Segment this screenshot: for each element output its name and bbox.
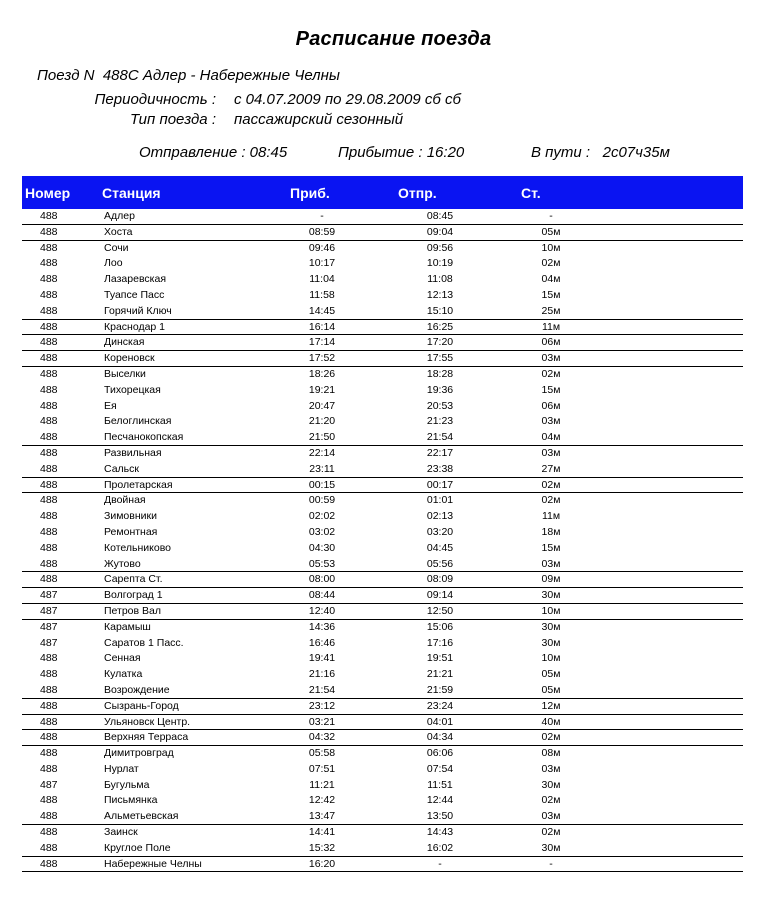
cell-station: Нурлат bbox=[104, 762, 139, 775]
cell-station: Пролетарская bbox=[104, 478, 173, 491]
cell-station: Выселки bbox=[104, 367, 146, 380]
cell-stop-duration: 11м bbox=[541, 320, 561, 333]
cell-station: Петров Вал bbox=[104, 604, 161, 617]
cell-departure: 10:19 bbox=[426, 257, 454, 270]
cell-departure: 11:51 bbox=[427, 778, 453, 791]
cell-departure: 00:17 bbox=[426, 478, 454, 491]
cell-train-number: 488 bbox=[40, 367, 58, 380]
table-row bbox=[22, 825, 743, 841]
cell-departure: 14:43 bbox=[426, 826, 454, 839]
table-row bbox=[22, 478, 743, 494]
cell-arrival: 12:42 bbox=[308, 794, 336, 807]
table-row bbox=[22, 493, 743, 509]
cell-stop-duration: 05м bbox=[541, 225, 561, 238]
table-row bbox=[22, 841, 743, 857]
cell-station: Сенная bbox=[104, 652, 141, 665]
cell-train-number: 488 bbox=[40, 431, 58, 444]
cell-stop-duration: 11м bbox=[541, 510, 561, 523]
cell-departure: 21:59 bbox=[426, 683, 454, 696]
cell-train-number: 488 bbox=[40, 841, 58, 854]
table-row bbox=[22, 667, 743, 683]
cell-arrival: 13:47 bbox=[308, 810, 336, 823]
cell-station: Письмянка bbox=[104, 794, 158, 807]
cell-stop-duration: 02м bbox=[541, 494, 561, 507]
cell-station: Котельниково bbox=[104, 541, 172, 554]
cell-train-number: 488 bbox=[40, 241, 58, 254]
cell-train-number: 488 bbox=[40, 462, 58, 475]
cell-departure: 23:24 bbox=[426, 699, 454, 712]
cell-train-number: 488 bbox=[40, 525, 58, 538]
cell-stop-duration: 06м bbox=[541, 399, 561, 412]
cell-arrival: 17:14 bbox=[308, 336, 336, 349]
cell-departure: 15:10 bbox=[426, 304, 454, 317]
cell-stop-duration: 27м bbox=[541, 462, 561, 475]
cell-train-number: 488 bbox=[40, 478, 58, 491]
cell-stop-duration: 15м bbox=[541, 541, 561, 554]
cell-stop-duration: 02м bbox=[541, 367, 561, 380]
cell-train-number: 488 bbox=[40, 352, 58, 365]
cell-train-number: 488 bbox=[40, 715, 58, 728]
table-header bbox=[22, 176, 743, 209]
cell-train-number: 488 bbox=[40, 810, 58, 823]
cell-departure: 04:45 bbox=[426, 541, 454, 554]
cell-train-number: 487 bbox=[40, 636, 58, 649]
table-row bbox=[22, 304, 743, 320]
cell-arrival: 11:21 bbox=[309, 778, 335, 791]
cell-station: Возрождение bbox=[104, 683, 170, 696]
cell-arrival: 16:20 bbox=[308, 857, 336, 870]
cell-departure: 12:50 bbox=[426, 604, 454, 617]
cell-train-number: 488 bbox=[40, 652, 58, 665]
cell-departure: 19:36 bbox=[426, 383, 454, 396]
cell-departure: 17:20 bbox=[426, 336, 454, 349]
cell-station: Песчанокопская bbox=[104, 431, 184, 444]
cell-train-number: 488 bbox=[40, 794, 58, 807]
cell-departure: 18:28 bbox=[426, 367, 454, 380]
cell-arrival: 09:46 bbox=[308, 241, 336, 254]
table-row bbox=[22, 399, 743, 415]
cell-stop-duration: 03м bbox=[541, 810, 561, 823]
table-row bbox=[22, 778, 743, 794]
cell-departure: 06:06 bbox=[426, 747, 454, 760]
cell-stop-duration: 30м bbox=[541, 636, 561, 649]
cell-departure: 01:01 bbox=[426, 494, 454, 507]
cell-station: Краснодар 1 bbox=[104, 320, 166, 333]
cell-arrival: 07:51 bbox=[308, 762, 336, 775]
table-row bbox=[22, 225, 743, 241]
cell-train-number: 488 bbox=[40, 557, 58, 570]
cell-stop-duration: 30м bbox=[541, 778, 561, 791]
cell-train-number: 488 bbox=[40, 304, 58, 317]
cell-train-number: 488 bbox=[40, 731, 58, 744]
cell-stop-duration: 10м bbox=[541, 241, 561, 254]
cell-departure: 13:50 bbox=[426, 810, 454, 823]
cell-stop-duration: 09м bbox=[541, 573, 561, 586]
table-row bbox=[22, 272, 743, 288]
cell-departure: 21:54 bbox=[426, 431, 454, 444]
cell-train-number: 488 bbox=[40, 210, 58, 222]
cell-stop-duration: 40м bbox=[541, 715, 561, 728]
table-row bbox=[22, 572, 743, 588]
cell-stop-duration: 02м bbox=[541, 826, 561, 839]
cell-train-number: 488 bbox=[40, 762, 58, 775]
table-row bbox=[22, 414, 743, 430]
cell-arrival: 12:40 bbox=[308, 604, 336, 617]
cell-train-number: 488 bbox=[40, 747, 58, 760]
train-value: 488С Адлер - Набережные Челны bbox=[102, 67, 340, 84]
cell-stop-duration: 05м bbox=[541, 668, 561, 681]
cell-stop-duration: 02м bbox=[541, 257, 561, 270]
cell-departure: 09:14 bbox=[426, 589, 454, 602]
cell-station: Сызрань-Город bbox=[104, 699, 179, 712]
cell-station: Жутово bbox=[104, 557, 141, 570]
cell-arrival: 02:02 bbox=[308, 510, 336, 523]
column-header-number: Номер bbox=[25, 185, 71, 201]
cell-station: Лазаревская bbox=[104, 273, 167, 286]
table-row bbox=[22, 651, 743, 667]
table-row bbox=[22, 809, 743, 825]
cell-stop-duration: - bbox=[549, 857, 553, 870]
cell-station: Ульяновск Центр. bbox=[104, 715, 191, 728]
table-row bbox=[22, 367, 743, 383]
table-row bbox=[22, 683, 743, 699]
cell-train-number: 487 bbox=[40, 778, 58, 791]
cell-departure: 04:01 bbox=[426, 715, 454, 728]
cell-stop-duration: 08м bbox=[541, 747, 561, 760]
cell-arrival: 00:15 bbox=[308, 478, 336, 491]
cell-departure: 16:25 bbox=[426, 320, 454, 333]
cell-arrival: 15:32 bbox=[308, 841, 336, 854]
cell-station: Туапсе Пасс bbox=[104, 288, 165, 301]
table-row bbox=[22, 636, 743, 652]
cell-station: Кореновск bbox=[104, 352, 155, 365]
cell-arrival: 23:11 bbox=[309, 462, 335, 475]
table-row bbox=[22, 335, 743, 351]
cell-arrival: 20:47 bbox=[308, 399, 336, 412]
cell-train-number: 488 bbox=[40, 383, 58, 396]
cell-departure: - bbox=[438, 857, 442, 870]
column-header-arrival: Приб. bbox=[290, 185, 330, 201]
departure-summary: Отправление : 08:45 bbox=[139, 144, 288, 161]
table-row bbox=[22, 446, 743, 462]
cell-station: Динская bbox=[104, 336, 145, 349]
cell-stop-duration: 02м bbox=[541, 731, 561, 744]
cell-departure: 04:34 bbox=[426, 731, 454, 744]
cell-arrival: 14:36 bbox=[308, 620, 336, 633]
cell-arrival: 08:00 bbox=[308, 573, 336, 586]
cell-departure: 21:21 bbox=[426, 668, 454, 681]
cell-station: Ея bbox=[104, 399, 117, 412]
table-row bbox=[22, 857, 743, 873]
cell-train-number: 488 bbox=[40, 446, 58, 459]
cell-stop-duration: 04м bbox=[541, 431, 561, 444]
cell-stop-duration: - bbox=[549, 210, 553, 222]
cell-departure: 03:20 bbox=[426, 525, 454, 538]
cell-station: Альметьевская bbox=[104, 810, 179, 823]
cell-station: Ремонтная bbox=[104, 525, 158, 538]
cell-station: Тихорецкая bbox=[104, 383, 161, 396]
cell-stop-duration: 02м bbox=[541, 794, 561, 807]
period-value: с 04.07.2009 по 29.08.2009 сб сб bbox=[234, 91, 461, 108]
arrival-summary: Прибытие : 16:20 bbox=[338, 144, 465, 161]
table-row bbox=[22, 320, 743, 336]
cell-departure: 09:04 bbox=[426, 225, 454, 238]
cell-train-number: 488 bbox=[40, 541, 58, 554]
cell-stop-duration: 15м bbox=[541, 383, 561, 396]
cell-station: Белоглинская bbox=[104, 415, 172, 428]
table-row bbox=[22, 604, 743, 620]
cell-train-number: 488 bbox=[40, 336, 58, 349]
cell-station: Карамыш bbox=[104, 620, 151, 633]
table-row bbox=[22, 730, 743, 746]
cell-station: Горячий Ключ bbox=[104, 304, 172, 317]
cell-train-number: 488 bbox=[40, 683, 58, 696]
cell-arrival: 11:58 bbox=[309, 288, 335, 301]
schedule-table bbox=[22, 209, 743, 872]
cell-arrival: 22:14 bbox=[308, 446, 336, 459]
cell-arrival: 19:21 bbox=[308, 383, 336, 396]
cell-train-number: 488 bbox=[40, 320, 58, 333]
cell-arrival: - bbox=[320, 210, 324, 222]
cell-train-number: 488 bbox=[40, 225, 58, 238]
column-header-departure: Отпр. bbox=[398, 185, 437, 201]
cell-station: Сарепта Ст. bbox=[104, 573, 163, 586]
cell-train-number: 488 bbox=[40, 257, 58, 270]
type-label: Тип поезда : bbox=[130, 111, 216, 128]
cell-station: Димитровград bbox=[104, 747, 174, 760]
table-row bbox=[22, 462, 743, 478]
cell-arrival: 21:54 bbox=[308, 683, 336, 696]
table-row bbox=[22, 699, 743, 715]
cell-stop-duration: 06м bbox=[541, 336, 561, 349]
cell-train-number: 487 bbox=[40, 620, 58, 633]
cell-stop-duration: 30м bbox=[541, 589, 561, 602]
cell-departure: 08:45 bbox=[426, 210, 454, 222]
cell-station: Бугульма bbox=[104, 778, 150, 791]
table-row bbox=[22, 241, 743, 257]
cell-departure: 08:09 bbox=[426, 573, 454, 586]
cell-station: Развильная bbox=[104, 446, 162, 459]
cell-train-number: 488 bbox=[40, 857, 58, 870]
cell-arrival: 11:04 bbox=[309, 273, 335, 286]
table-row bbox=[22, 509, 743, 525]
table-row bbox=[22, 620, 743, 636]
table-row bbox=[22, 557, 743, 573]
cell-station: Адлер bbox=[104, 210, 135, 222]
cell-departure: 09:56 bbox=[426, 241, 454, 254]
cell-departure: 15:06 bbox=[426, 620, 454, 633]
cell-arrival: 16:46 bbox=[308, 636, 336, 649]
cell-stop-duration: 18м bbox=[541, 525, 561, 538]
cell-station: Круглое Поле bbox=[104, 841, 171, 854]
cell-arrival: 03:21 bbox=[308, 715, 336, 728]
cell-arrival: 14:45 bbox=[308, 304, 336, 317]
period-label: Периодичность : bbox=[94, 91, 216, 108]
table-row bbox=[22, 288, 743, 304]
cell-station: Верхняя Терраса bbox=[104, 731, 189, 744]
cell-departure: 02:13 bbox=[426, 510, 454, 523]
table-row bbox=[22, 351, 743, 367]
cell-stop-duration: 15м bbox=[541, 288, 561, 301]
cell-stop-duration: 03м bbox=[541, 352, 561, 365]
type-value: пассажирский сезонный bbox=[234, 111, 404, 128]
cell-departure: 21:23 bbox=[426, 415, 454, 428]
table-row bbox=[22, 715, 743, 731]
cell-arrival: 17:52 bbox=[308, 352, 336, 365]
cell-departure: 17:16 bbox=[426, 636, 454, 649]
table-row bbox=[22, 256, 743, 272]
cell-train-number: 488 bbox=[40, 510, 58, 523]
column-header-stop: Ст. bbox=[521, 185, 541, 201]
cell-station: Кулатка bbox=[104, 668, 143, 681]
cell-arrival: 08:44 bbox=[308, 589, 336, 602]
cell-stop-duration: 03м bbox=[541, 557, 561, 570]
cell-arrival: 21:50 bbox=[308, 431, 336, 444]
cell-departure: 16:02 bbox=[426, 841, 454, 854]
cell-station: Двойная bbox=[104, 494, 146, 507]
cell-arrival: 21:16 bbox=[308, 668, 336, 681]
cell-train-number: 487 bbox=[40, 589, 58, 602]
cell-train-number: 488 bbox=[40, 494, 58, 507]
cell-departure: 12:13 bbox=[426, 288, 454, 301]
cell-train-number: 488 bbox=[40, 288, 58, 301]
cell-stop-duration: 30м bbox=[541, 841, 561, 854]
cell-train-number: 488 bbox=[40, 699, 58, 712]
cell-stop-duration: 25м bbox=[541, 304, 561, 317]
train-label: Поезд N bbox=[37, 67, 95, 84]
table-row bbox=[22, 383, 743, 399]
cell-station: Лоо bbox=[104, 257, 123, 270]
cell-arrival: 18:26 bbox=[308, 367, 336, 380]
column-header-station: Станция bbox=[102, 185, 161, 201]
table-row bbox=[22, 541, 743, 557]
cell-arrival: 14:41 bbox=[308, 826, 336, 839]
cell-station: Набережные Челны bbox=[104, 857, 202, 870]
table-row bbox=[22, 525, 743, 541]
cell-arrival: 10:17 bbox=[308, 257, 336, 270]
cell-station: Заинск bbox=[104, 826, 138, 839]
table-row bbox=[22, 430, 743, 446]
train-line bbox=[37, 67, 340, 84]
table-row bbox=[22, 762, 743, 778]
cell-station: Саратов 1 Пасс. bbox=[104, 636, 184, 649]
cell-stop-duration: 10м bbox=[541, 604, 561, 617]
cell-stop-duration: 30м bbox=[541, 620, 561, 633]
cell-train-number: 487 bbox=[40, 604, 58, 617]
cell-arrival: 05:53 bbox=[308, 557, 336, 570]
cell-arrival: 23:12 bbox=[308, 699, 336, 712]
cell-arrival: 08:59 bbox=[308, 225, 336, 238]
cell-departure: 19:51 bbox=[426, 652, 454, 665]
cell-train-number: 488 bbox=[40, 668, 58, 681]
table-row bbox=[22, 746, 743, 762]
cell-stop-duration: 03м bbox=[541, 762, 561, 775]
cell-departure: 07:54 bbox=[426, 762, 454, 775]
cell-stop-duration: 03м bbox=[541, 446, 561, 459]
table-row bbox=[22, 588, 743, 604]
cell-stop-duration: 10м bbox=[541, 652, 561, 665]
cell-train-number: 488 bbox=[40, 573, 58, 586]
cell-arrival: 00:59 bbox=[308, 494, 336, 507]
table-row bbox=[22, 793, 743, 809]
cell-station: Зимовники bbox=[104, 510, 157, 523]
cell-stop-duration: 02м bbox=[541, 478, 561, 491]
cell-departure: 22:17 bbox=[426, 446, 454, 459]
cell-train-number: 488 bbox=[40, 399, 58, 412]
cell-station: Сочи bbox=[104, 241, 129, 254]
cell-station: Хоста bbox=[104, 225, 133, 238]
travel-time-summary: В пути : 2с07ч35м bbox=[531, 144, 670, 161]
cell-departure: 05:56 bbox=[426, 557, 454, 570]
cell-departure: 11:08 bbox=[427, 273, 453, 286]
cell-departure: 23:38 bbox=[426, 462, 454, 475]
page-title: Расписание поезда bbox=[295, 28, 492, 50]
cell-arrival: 03:02 bbox=[308, 525, 336, 538]
cell-arrival: 19:41 bbox=[308, 652, 336, 665]
cell-train-number: 488 bbox=[40, 273, 58, 286]
cell-train-number: 488 bbox=[40, 826, 58, 839]
cell-arrival: 05:58 bbox=[308, 747, 336, 760]
cell-train-number: 488 bbox=[40, 415, 58, 428]
cell-stop-duration: 12м bbox=[541, 699, 561, 712]
cell-arrival: 04:32 bbox=[308, 731, 336, 744]
cell-arrival: 21:20 bbox=[308, 415, 336, 428]
cell-stop-duration: 05м bbox=[541, 683, 561, 696]
cell-departure: 20:53 bbox=[426, 399, 454, 412]
cell-arrival: 04:30 bbox=[308, 541, 336, 554]
cell-station: Волгоград 1 bbox=[104, 589, 163, 602]
table-row bbox=[22, 209, 743, 225]
cell-stop-duration: 04м bbox=[541, 273, 561, 286]
cell-arrival: 16:14 bbox=[308, 320, 336, 333]
cell-departure: 17:55 bbox=[426, 352, 454, 365]
cell-departure: 12:44 bbox=[426, 794, 454, 807]
cell-stop-duration: 03м bbox=[541, 415, 561, 428]
cell-station: Сальск bbox=[104, 462, 139, 475]
